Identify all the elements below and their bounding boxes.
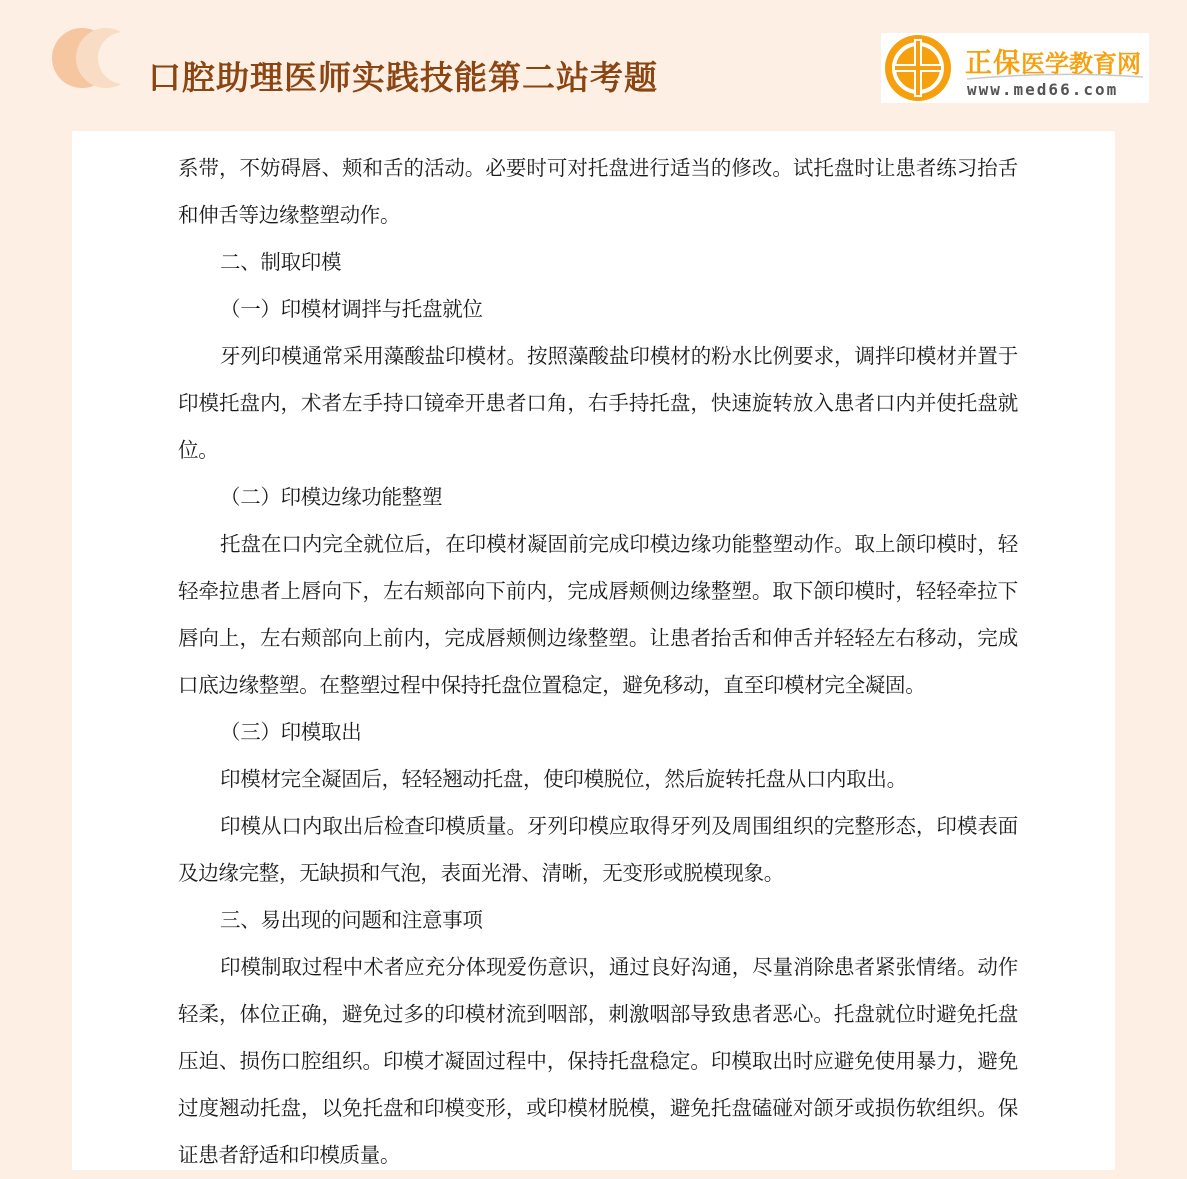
subsection-heading: （二）印模边缘功能整塑 bbox=[220, 485, 443, 509]
logo-emblem-icon bbox=[883, 33, 953, 103]
section-heading: 三、易出现的问题和注意事项 bbox=[220, 908, 483, 932]
paragraph: 印模材完全凝固后，轻轻翘动托盘，使印模脱位，然后旋转托盘从口内取出。 bbox=[220, 767, 907, 791]
paragraph: 托盘在口内完全就位后，在印模材凝固前完成印模边缘功能整塑动作。取上颌印模时，轻轻牵拉患者上唇向下，左右颊部向下前内，完成唇颊侧边缘整塑。取下颌印模时，轻轻牵拉下唇向上，左右颊部向上前内，完成唇颊侧边缘整塑。让患者抬舌和伸舌并轻轻左右移动，完成口底边缘整塑。在整塑过程中保持托盘位置稳定，避免移动，直至印模材完全凝固。 bbox=[178, 532, 1018, 697]
paragraph: 印模制取过程中术者应充分体现爱伤意识，通过良好沟通，尽量消除患者紧张情绪。动作轻柔，体位正确，避免过多的印模材流到咽部，刺激咽部导致患者恶心。托盘就位时避免托盘压迫、损伤口腔组织。印模才凝固过程中，保持托盘稳定。印模取出时应避免使用暴力，避免过度翘动托盘，以免托盘和印模变形，或印模材脱模，避免托盘磕碰对颌牙或损伤软组织。保证患者舒适和印模质量。 bbox=[178, 955, 1018, 1167]
header-banner bbox=[0, 0, 1187, 130]
subsection-heading: （三）印模取出 bbox=[220, 720, 362, 744]
logo[interactable] bbox=[881, 33, 1149, 103]
document-page bbox=[72, 131, 1115, 1170]
paragraph-continued: 系带，不妨碍唇、颊和舌的活动。必要时可对托盘进行适当的修改。试托盘时让患者练习抬舌和伸舌等边缘整塑动作。 bbox=[178, 156, 1018, 227]
document-body bbox=[178, 145, 1018, 1179]
paragraph: 牙列印模通常采用藻酸盐印模材。按照藻酸盐印模材的粉水比例要求，调拌印模材并置于印模托盘内，术者左手持口镜牵开患者口角，右手持托盘，快速旋转放入患者口内并使托盘就位。 bbox=[178, 344, 1018, 462]
section-heading: 二、制取印模 bbox=[220, 250, 342, 274]
subsection-heading: （一）印模材调拌与托盘就位 bbox=[220, 297, 483, 321]
paragraph: 印模从口内取出后检查印模质量。牙列印模应取得牙列及周围组织的完整形态，印模表面及边缘完整，无缺损和气泡，表面光滑、清晰，无变形或脱模现象。 bbox=[178, 814, 1018, 885]
logo-name-sub: 医学教育网 bbox=[1021, 50, 1141, 78]
page-title: 口腔助理医师实践技能第二站考题 bbox=[148, 58, 658, 97]
logo-name-main: 正保 bbox=[965, 48, 1021, 79]
decorative-circle bbox=[98, 32, 150, 84]
logo-url: www.med66.com bbox=[967, 80, 1119, 99]
